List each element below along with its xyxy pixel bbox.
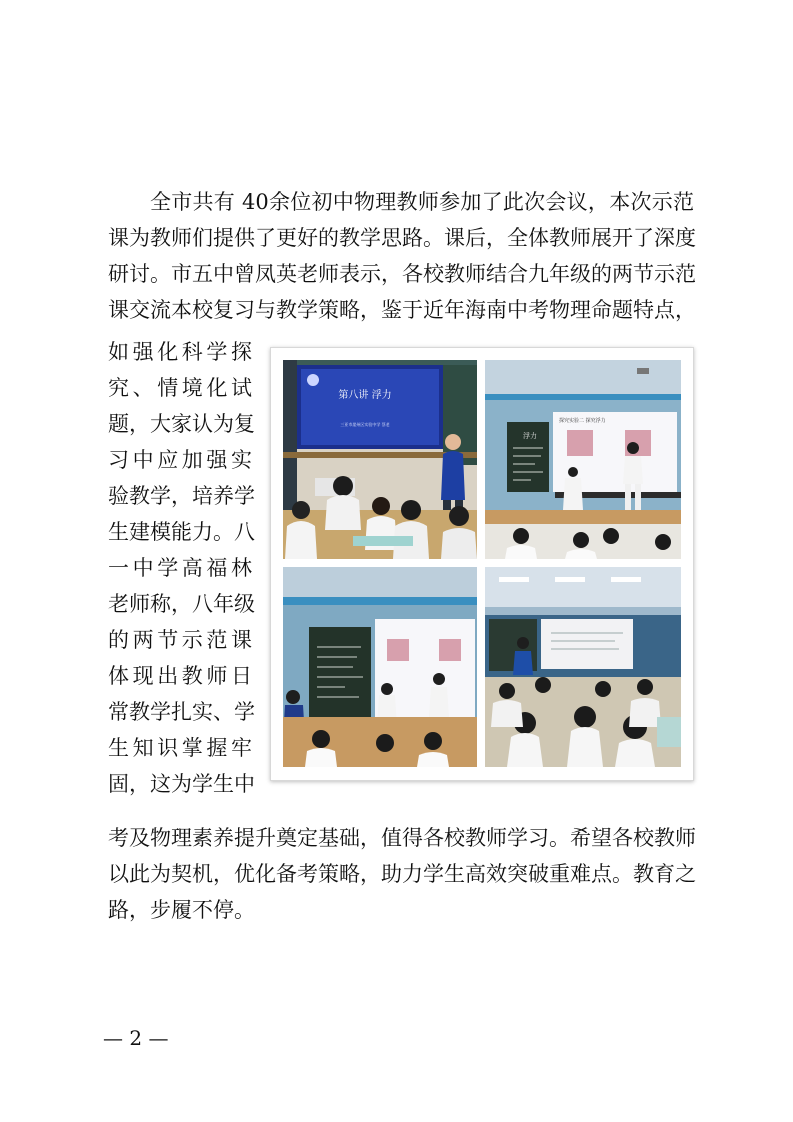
classroom-photo-slide-image — [283, 360, 477, 559]
paragraph-line-6: 以此为契机，优化备考策略，助力学生高效突破重难点。教育之 — [108, 862, 696, 886]
paragraph-line-4: 课交流本校复习与教学策略，鉴于近年海南中考物理命题特点， — [108, 298, 696, 322]
classroom-photo-board — [485, 360, 681, 559]
classroom-photo-board-image — [485, 360, 681, 559]
classroom-photo-students — [485, 567, 681, 767]
wrap-line-13: 固，这为学生中 — [108, 772, 255, 796]
wrap-line-7: 一中学高福林 — [108, 556, 252, 580]
slide-subtitle: 三亚市崖州区实验中学 蔡老 — [340, 422, 390, 427]
wrap-line-5: 验教学，培养学 — [108, 484, 255, 508]
classroom-photo-students-image — [485, 567, 681, 767]
paragraph-line-3: 研讨。市五中曾凤英老师表示，各校教师结合九年级的两节示范 — [108, 262, 696, 286]
wrap-line-12: 生知识掌握牢 — [108, 736, 252, 760]
wrap-line-4: 习中应加强实 — [108, 448, 252, 472]
paragraph-line-1: 全市共有 40余位初中物理教师参加了此次会议，本次示范 — [150, 190, 694, 214]
wrap-line-1: 如强化科学探 — [108, 340, 252, 364]
classroom-photo-board-2 — [283, 567, 477, 767]
classroom-photo-slide — [283, 360, 477, 559]
board-heading: 浮力 — [523, 432, 537, 440]
classroom-photo-board-2-image — [283, 567, 477, 767]
wrap-line-3: 题，大家认为复 — [108, 412, 255, 436]
wrap-line-6: 生建模能力。八 — [108, 520, 255, 544]
panel-title: 探究实验二 探究浮力 — [559, 418, 606, 424]
paragraph-line-5: 考及物理素养提升奠定基础，值得各校教师学习。希望各校教师 — [108, 826, 696, 850]
page-number: — 2 — — [103, 1026, 169, 1050]
photo-collage — [270, 347, 694, 781]
paragraph-line-7: 路，步履不停。 — [108, 898, 255, 922]
wrap-line-8: 老师称，八年级 — [108, 592, 255, 616]
wrap-line-9: 的两节示范课 — [108, 628, 252, 652]
slide-title: 第八讲 浮力 — [338, 390, 392, 401]
paragraph-line-2: 课为教师们提供了更好的教学思路。课后，全体教师展开了深度 — [108, 226, 696, 250]
wrap-line-11: 常教学扎实、学 — [108, 700, 255, 724]
wrap-line-10: 体现出教师日 — [108, 664, 252, 688]
wrap-line-2: 究、情境化试 — [108, 376, 252, 400]
